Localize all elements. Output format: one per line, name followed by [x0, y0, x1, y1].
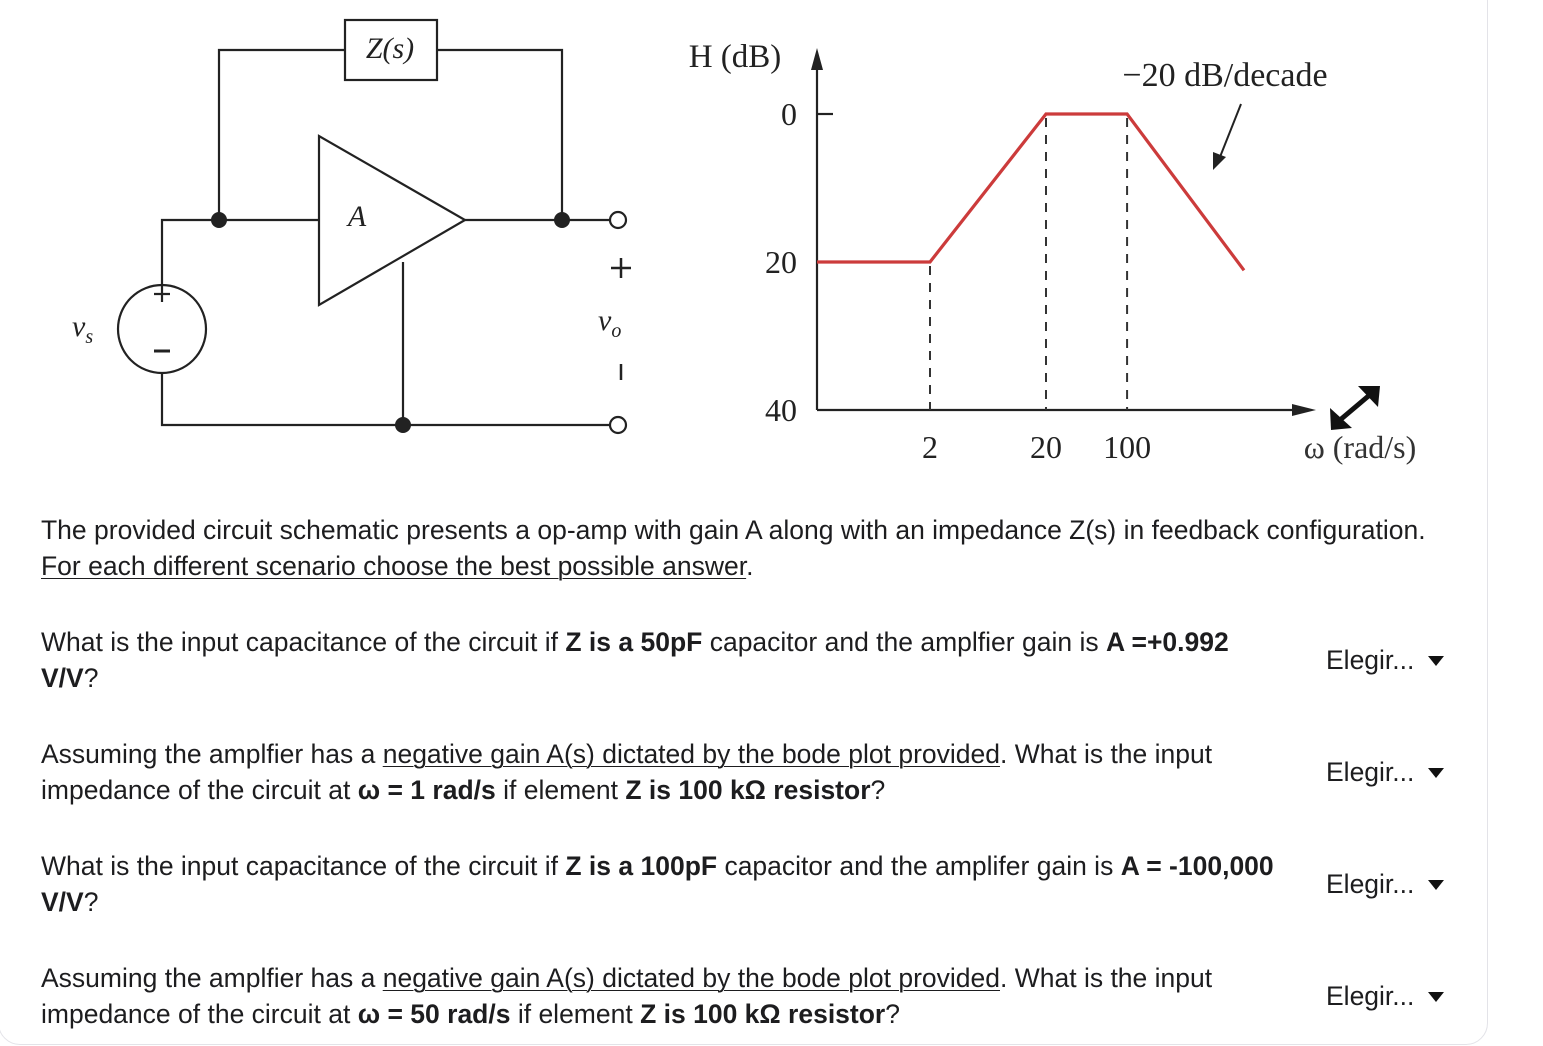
- expand-icon[interactable]: [1330, 386, 1380, 430]
- x-tick-label: 100: [1103, 429, 1152, 465]
- impedance-label: Z(s): [365, 32, 415, 65]
- question-4: Assuming the amplfier has a negative gain A(s) dictated by the bode plot provided. What is the input impedance of the circuit at ω = 50 rad/s if element Z is 100 kΩ resistor?: [41, 963, 1213, 1029]
- answer-select-4[interactable]: [1326, 978, 1444, 1014]
- annotation-pointer-head: [1213, 152, 1226, 170]
- x-axis-label: ω (rad/s): [1303, 429, 1417, 465]
- intro-text: The provided circuit schematic presents a op-amp with gain A along with an impedance Z(s) in feedback configuration. For each different scenario choose the best possible answer.: [41, 515, 1426, 581]
- output-terminal-bottom: [610, 417, 626, 433]
- source-label: $v_s$: [72, 310, 94, 348]
- chevron-down-icon: [1428, 992, 1444, 1002]
- ground-node: [395, 417, 411, 433]
- question-3: What is the input capacitance of the circuit if Z is a 100pF capacitor and the amplifer gain is A = -100,000 V/V?: [41, 851, 1274, 917]
- x-axis-arrow: [1292, 404, 1316, 416]
- annotation-pointer: [1218, 104, 1241, 162]
- instruction-text: For each different scenario choose the best possible answer: [41, 551, 747, 581]
- select-value: Elegir...: [1326, 981, 1415, 1011]
- question-1: What is the input capacitance of the circuit if Z is a 50pF capacitor and the amplfier gain is A =+0.992 V/V?: [41, 627, 1229, 693]
- bode-response-line: [817, 114, 1244, 270]
- y-axis-arrow: [811, 48, 823, 70]
- select-value: Elegir...: [1326, 869, 1415, 899]
- answer-select-3[interactable]: [1326, 866, 1444, 902]
- output-node: [554, 212, 570, 228]
- question-2: Assuming the amplfier has a negative gain A(s) dictated by the bode plot provided. What is the input impedance of the circuit at ω = 1 rad/s if element Z is 100 kΩ resistor?: [41, 739, 1213, 805]
- output-terminal-top: [610, 212, 626, 228]
- bode-plot: [689, 39, 1417, 465]
- opamp-triangle: [319, 136, 465, 305]
- select-value: Elegir...: [1326, 757, 1415, 787]
- answer-select-2[interactable]: [1326, 754, 1444, 790]
- chevron-down-icon: [1428, 768, 1444, 778]
- slope-annotation: −20 dB/decade: [1122, 57, 1328, 94]
- output-polarity-marks: [611, 258, 631, 380]
- y-axis-label: H (dB): [688, 39, 782, 75]
- y-tick-label: 40: [765, 392, 797, 428]
- return-wire: [162, 369, 610, 425]
- y-tick-label: 0: [781, 96, 797, 132]
- select-value: Elegir...: [1326, 645, 1415, 675]
- answer-select-1[interactable]: [1326, 642, 1444, 678]
- chevron-down-icon: [1428, 880, 1444, 890]
- chevron-down-icon: [1428, 656, 1444, 666]
- amplifier-label: A: [347, 200, 367, 233]
- x-tick-label: 2: [922, 429, 938, 465]
- input-node: [211, 212, 227, 228]
- input-wire: [162, 220, 319, 289]
- x-tick-label: 20: [1030, 429, 1062, 465]
- output-label: $v_o$: [598, 304, 622, 342]
- y-tick-label: 20: [765, 244, 797, 280]
- figure: [0, 0, 1543, 500]
